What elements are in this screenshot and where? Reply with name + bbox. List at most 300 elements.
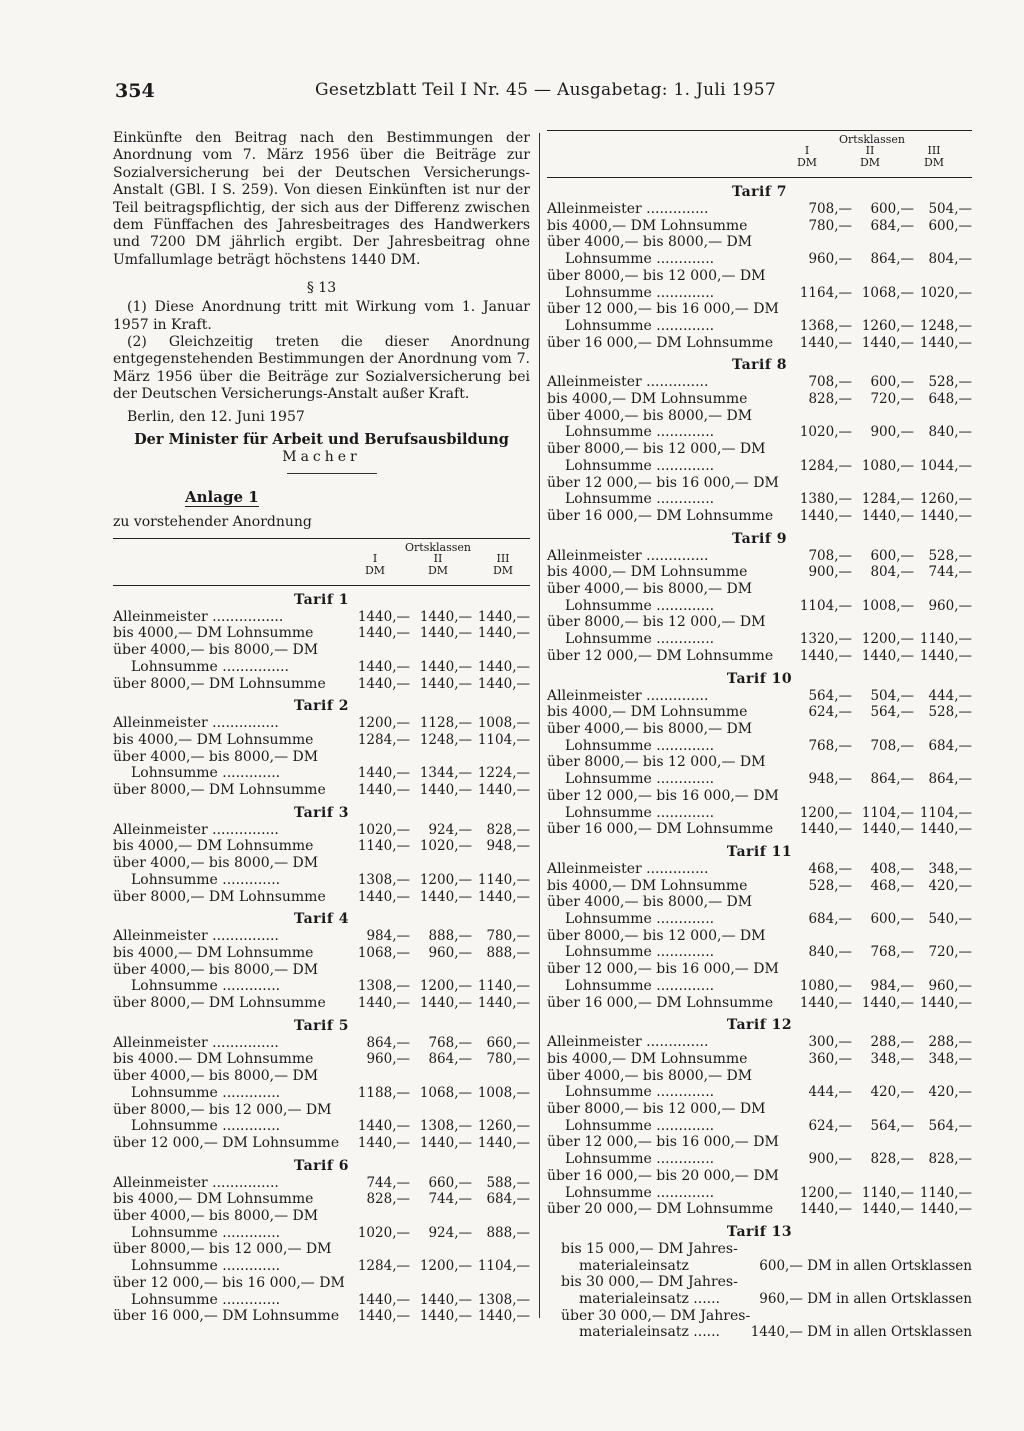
cell-value-class-2: 1440,— — [419, 888, 472, 905]
row-label: über 30 000,— DM Jahres- — [561, 1307, 751, 1324]
row-label: Lohnsumme ............. — [565, 1184, 715, 1201]
cell-value-class-3: 684,— — [486, 1191, 530, 1208]
cell-value-class-3: 660,— — [486, 1034, 530, 1051]
row-label: Alleinmeister ................ — [113, 608, 284, 625]
cell-value-class-3: 960,— — [928, 597, 972, 614]
cell-value-class-2: 564,— — [870, 704, 914, 721]
row-label: Lohnsumme ............. — [565, 491, 715, 508]
row-label: Lohnsumme ............. — [131, 1258, 281, 1275]
cell-value-class-2: 504,— — [870, 687, 914, 704]
cell-value-class-3: 828,— — [486, 821, 530, 838]
cell-value-class-2: 1140,— — [861, 1184, 914, 1201]
cell-value-class-1: 1440,— — [799, 1201, 852, 1218]
table-row — [547, 391, 972, 408]
cell-value-class-3: 1140,— — [919, 631, 972, 648]
row-label: Alleinmeister .............. — [547, 687, 709, 704]
row-label: Alleinmeister .............. — [547, 201, 709, 217]
row-label: über 16 000,— bis 20 000,— DM — [547, 1167, 779, 1184]
row-label: Lohnsumme ............. — [565, 1084, 715, 1101]
table-row — [547, 335, 972, 352]
row-label: über 8000,— bis 12 000,— DM — [547, 441, 766, 458]
cell-value-class-1: 1440,— — [799, 821, 852, 838]
table-row — [547, 1168, 972, 1185]
row-label: über 4000,— bis 8000,— DM — [113, 855, 319, 872]
cell-value-class-3: 1224,— — [477, 765, 530, 782]
table-row — [547, 508, 972, 525]
cell-value-class-3: 960,— — [928, 977, 972, 994]
tarif-title: Tarif 2 — [294, 698, 349, 715]
table-row — [113, 855, 530, 872]
header-title: Gesetzblatt Teil I Nr. 45 — Ausgabetag: 1. Juli 1957 — [315, 80, 777, 100]
table-row — [113, 1191, 530, 1208]
cell-value-class-1: 768,— — [808, 737, 852, 754]
class-label: II — [433, 551, 443, 565]
tarif-title: Tarif 6 — [294, 1157, 349, 1174]
cell-value-class-1: 528,— — [808, 877, 852, 894]
cell-value-class-2: 288,— — [870, 1034, 914, 1051]
row-label: über 4000,— bis 8000,— DM — [547, 894, 753, 911]
cell-value-class-2: 420,— — [870, 1084, 914, 1101]
cell-value-class-1: 1188,— — [357, 1084, 410, 1101]
cell-value-class-3: 1140,— — [477, 871, 530, 888]
row-label: Lohnsumme ............. — [565, 317, 715, 334]
cell-value-class-2: 1068,— — [861, 284, 914, 301]
cell-value-class-3: 1440,— — [919, 821, 972, 838]
cell-value-class-1: 1440,— — [799, 507, 852, 524]
table-row — [547, 1324, 972, 1341]
table-row — [113, 1135, 530, 1152]
cell-value-class-3: 1104,— — [477, 731, 530, 748]
row-label: über 4000,— bis 8000,— DM — [547, 407, 753, 424]
cell-value-class-3: 804,— — [928, 251, 972, 268]
cell-value-class-3: 648,— — [928, 391, 972, 408]
row-label: über 4000,— bis 8000,— DM — [547, 1067, 753, 1084]
cell-value-class-2: 828,— — [870, 1151, 914, 1168]
cell-value-class-3: 528,— — [928, 704, 972, 721]
cell-value-class-1: 1440,— — [357, 765, 410, 782]
tarif-13-value: 960,— DM in allen Ortsklassen — [759, 1291, 972, 1308]
cell-value-class-1: 1308,— — [357, 871, 410, 888]
table-row — [113, 1292, 530, 1309]
table-row — [547, 1084, 972, 1101]
table-row — [113, 1241, 530, 1258]
table-row — [113, 1175, 530, 1192]
cell-value-class-2: 1068,— — [419, 1084, 472, 1101]
table-row — [547, 598, 972, 615]
cell-value-class-1: 960,— — [808, 251, 852, 268]
table-row — [547, 424, 972, 441]
class-2-header — [413, 553, 463, 577]
row-label: Lohnsumme ............. — [565, 424, 715, 441]
table-row — [547, 1291, 972, 1308]
cell-value-class-2: 600,— — [870, 374, 914, 391]
cell-value-class-2: 924,— — [428, 821, 472, 838]
table-row — [547, 928, 972, 945]
class-label: II — [865, 144, 875, 157]
cell-value-class-3: 600,— — [928, 217, 972, 234]
row-label: über 12 000,— bis 16 000,— DM — [547, 474, 779, 491]
row-label: bis 4000,— DM Lohnsumme — [547, 217, 748, 234]
anlage-label: Anlage 1 — [185, 487, 259, 506]
cell-value-class-2: 1440,— — [419, 658, 472, 675]
cell-value-class-2: 804,— — [870, 564, 914, 581]
cell-value-class-2: 1248,— — [419, 731, 472, 748]
row-label: über 8000,— bis 12 000,— DM — [547, 1101, 766, 1118]
cell-value-class-3: 528,— — [928, 374, 972, 391]
row-label: Lohnsumme ............... — [131, 658, 289, 675]
cell-value-class-3: 840,— — [928, 424, 972, 441]
table-header-left — [113, 538, 530, 586]
intro-paragraph: Einkünfte den Beitrag nach den Bestimmungen der Anordnung vom 7. März 1956 über die Beiträge zur Sozialversicherung bei der Deutschen Versicherungs-Anstalt (GBl. I S. 259). Von diesen Einkünften ist nur der Teil beitragspflichtig, der sich aus der Differenz zwischen dem Fünffachen des Jahresbeitrages des Handwerkers und 7200 DM jährlich ergibt. Der Jahresbeitrag ohne Umfallumlage beträgt höchstens 1440 DM. — [113, 130, 530, 268]
row-label: über 4000,— bis 8000,— DM — [113, 642, 319, 659]
tarif-13-title: Tarif 13 — [726, 1223, 793, 1240]
table-row — [113, 995, 530, 1012]
cell-value-class-3: 948,— — [486, 838, 530, 855]
cell-value-class-1: 1200,— — [799, 1184, 852, 1201]
cell-value-class-2: 864,— — [428, 1051, 472, 1068]
row-label: Alleinmeister ............... — [113, 715, 279, 732]
table-row — [547, 878, 972, 895]
cell-value-class-1: 1020,— — [357, 821, 410, 838]
cell-value-class-2: 1260,— — [861, 317, 914, 334]
cell-value-class-2: 1308,— — [419, 1118, 472, 1135]
cell-value-class-2: 684,— — [870, 217, 914, 234]
cell-value-class-3: 828,— — [928, 1151, 972, 1168]
cell-value-class-3: 780,— — [486, 1051, 530, 1068]
cell-value-class-1: 1020,— — [357, 1224, 410, 1241]
row-label: Alleinmeister .............. — [547, 547, 709, 564]
table-row — [547, 458, 972, 475]
cell-value-class-1: 864,— — [366, 1034, 410, 1051]
table-row — [547, 1151, 972, 1168]
cell-value-class-1: 1308,— — [357, 978, 410, 995]
cell-value-class-2: 1200,— — [419, 978, 472, 995]
row-label: bis 4000,— DM Lohnsumme — [113, 944, 314, 961]
table-row — [113, 625, 530, 642]
cell-value-class-2: 1440,— — [419, 995, 472, 1012]
cell-value-class-3: 540,— — [928, 911, 972, 928]
table-row — [547, 251, 972, 268]
row-label: über 12 000,— bis 16 000,— DM — [547, 1134, 779, 1151]
tarif-13-rows — [547, 1241, 972, 1341]
cell-value-class-3: 888,— — [486, 944, 530, 961]
cell-value-class-3: 1140,— — [477, 978, 530, 995]
class-label: III — [927, 144, 941, 157]
row-label: materialeinsatz — [579, 1257, 689, 1274]
cell-value-class-1: 444,— — [808, 1084, 852, 1101]
cell-value-class-1: 828,— — [808, 391, 852, 408]
row-label: Lohnsumme ............. — [131, 978, 281, 995]
row-label: über 8000,— bis 12 000,— DM — [547, 927, 766, 944]
tarif-title: Tarif 7 — [732, 184, 787, 200]
cell-value-class-1: 1440,— — [357, 625, 410, 642]
cell-value-class-3: 564,— — [928, 1117, 972, 1134]
cell-value-class-2: 1440,— — [861, 647, 914, 664]
row-label: Lohnsumme ............. — [565, 1151, 715, 1168]
row-label: bis 4000,— DM Lohnsumme — [547, 877, 748, 894]
cell-value-class-2: 600,— — [870, 201, 914, 217]
class-3-header — [478, 553, 528, 577]
table-row — [547, 318, 972, 335]
table-row — [113, 822, 530, 839]
cell-value-class-1: 1104,— — [799, 597, 852, 614]
left-column — [113, 130, 530, 1325]
cell-value-class-1: 1284,— — [799, 457, 852, 474]
class-label: I — [372, 551, 378, 565]
table-row — [547, 491, 972, 508]
cell-value-class-1: 1440,— — [799, 647, 852, 664]
table-row — [547, 441, 972, 458]
table-row — [113, 765, 530, 782]
cell-value-class-2: 1440,— — [419, 1308, 472, 1325]
table-row — [113, 1308, 530, 1325]
table-row — [547, 688, 972, 705]
row-label: materialeinsatz ...... — [579, 1291, 720, 1308]
cell-value-class-2: 1200,— — [419, 871, 472, 888]
table-row — [547, 738, 972, 755]
table-row — [547, 1308, 972, 1325]
table-row — [113, 1085, 530, 1102]
row-label: Lohnsumme ............. — [131, 1224, 281, 1241]
table-row — [547, 1034, 972, 1051]
cell-value-class-3: 1104,— — [477, 1258, 530, 1275]
cell-value-class-2: 1104,— — [861, 804, 914, 821]
cell-value-class-1: 900,— — [808, 1151, 852, 1168]
table-row — [547, 614, 972, 631]
cell-value-class-2: 900,— — [870, 424, 914, 441]
tarif-title: Tarif 3 — [294, 804, 349, 821]
city-date: Berlin, den 12. Juni 1957 — [127, 408, 305, 425]
row-label: über 12 000,— bis 16 000,— DM — [547, 301, 779, 318]
table-row — [113, 1258, 530, 1275]
cell-value-class-3: 1020,— — [919, 284, 972, 301]
cell-value-class-1: 1440,— — [799, 994, 852, 1011]
page-header — [115, 80, 975, 108]
cell-value-class-1: 1440,— — [357, 1308, 410, 1325]
cell-value-class-1: 708,— — [808, 547, 852, 564]
table-row — [547, 1201, 972, 1218]
table-row — [547, 1118, 972, 1135]
table-row — [113, 1118, 530, 1135]
row-label: Lohnsumme ............. — [565, 631, 715, 648]
cell-value-class-1: 1440,— — [799, 334, 852, 351]
table-row — [547, 285, 972, 302]
row-label: bis 4000,— DM Lohnsumme — [547, 391, 748, 408]
cell-value-class-3: 864,— — [928, 771, 972, 788]
cell-value-class-1: 708,— — [808, 201, 852, 217]
row-label: bis 4000,— DM Lohnsumme — [113, 625, 314, 642]
table-row — [547, 648, 972, 665]
row-label: über 12 000,— DM Lohnsumme — [547, 647, 774, 664]
tarif-list-right — [547, 184, 972, 1218]
anlage-subtitle: zu vorstehender Anordnung — [113, 513, 312, 530]
cell-value-class-1: 840,— — [808, 944, 852, 961]
row-label: Lohnsumme ............. — [565, 804, 715, 821]
unit-label: DM — [796, 156, 818, 169]
cell-value-class-1: 564,— — [808, 687, 852, 704]
table-row — [113, 889, 530, 906]
signer-name: Macher — [282, 448, 361, 465]
row-label: bis 4000.— DM Lohnsumme — [113, 1051, 314, 1068]
table-row — [113, 1035, 530, 1052]
cell-value-class-1: 624,— — [808, 1117, 852, 1134]
table-row — [547, 894, 972, 911]
table-row — [547, 754, 972, 771]
row-label: über 8000,— bis 12 000,— DM — [547, 614, 766, 631]
cell-value-class-1: 948,— — [808, 771, 852, 788]
table-row — [547, 201, 972, 218]
cell-value-class-1: 360,— — [808, 1050, 852, 1067]
cell-value-class-3: 444,— — [928, 687, 972, 704]
table-row — [547, 268, 972, 285]
cell-value-class-3: 348,— — [928, 860, 972, 877]
table-header-right — [547, 130, 972, 178]
cell-value-class-2: 1440,— — [861, 334, 914, 351]
cell-value-class-3: 1440,— — [477, 625, 530, 642]
cell-value-class-1: 1440,— — [357, 888, 410, 905]
cell-value-class-3: 1044,— — [919, 457, 972, 474]
table-row — [113, 1275, 530, 1292]
table-row — [547, 805, 972, 822]
row-label: über 4000,— bis 8000,— DM — [113, 961, 319, 978]
row-label: über 8000,— bis 12 000,— DM — [113, 1241, 332, 1258]
row-label: Lohnsumme ............. — [131, 1084, 281, 1101]
cell-value-class-3: 1440,— — [919, 334, 972, 351]
column-divider — [539, 133, 540, 1318]
table-row — [547, 788, 972, 805]
table-row — [113, 1225, 530, 1242]
cell-value-class-3: 288,— — [928, 1034, 972, 1051]
unit-label: DM — [364, 563, 386, 577]
cell-value-class-1: 1440,— — [357, 658, 410, 675]
table-row — [547, 1101, 972, 1118]
cell-value-class-3: 1260,— — [919, 491, 972, 508]
cell-value-class-2: 1440,— — [861, 1201, 914, 1218]
table-row — [547, 564, 972, 581]
row-label: über 16 000,— DM Lohnsumme — [547, 334, 774, 351]
cell-value-class-3: 744,— — [928, 564, 972, 581]
row-label: Lohnsumme ............. — [565, 977, 715, 994]
row-label: bis 4000,— DM Lohnsumme — [547, 704, 748, 721]
cell-value-class-2: 960,— — [428, 944, 472, 961]
tarif-title: Tarif 9 — [732, 530, 787, 547]
row-label: Alleinmeister .............. — [547, 1034, 709, 1051]
row-label: über 12 000,— bis 16 000,— DM — [113, 1274, 345, 1291]
cell-value-class-3: 1140,— — [919, 1184, 972, 1201]
class-3-header — [909, 145, 959, 169]
cell-value-class-1: 1440,— — [357, 1118, 410, 1135]
cell-value-class-1: 1380,— — [799, 491, 852, 508]
cell-value-class-3: 420,— — [928, 1084, 972, 1101]
tarif-title: Tarif 1 — [294, 591, 349, 608]
cell-value-class-2: 600,— — [870, 911, 914, 928]
cell-value-class-1: 1440,— — [357, 782, 410, 799]
cell-value-class-1: 1440,— — [357, 1134, 410, 1151]
table-row — [547, 475, 972, 492]
row-label: über 16 000,— DM Lohnsumme — [547, 821, 774, 838]
cell-value-class-3: 528,— — [928, 547, 972, 564]
cell-value-class-2: 1200,— — [419, 1258, 472, 1275]
cell-value-class-2: 1440,— — [419, 1291, 472, 1308]
ortsklassen-label: Ortsklassen — [405, 540, 471, 554]
cell-value-class-2: 564,— — [870, 1117, 914, 1134]
row-label: über 8000,— DM Lohnsumme — [113, 888, 326, 905]
row-label: Alleinmeister ............... — [113, 1034, 279, 1051]
cell-value-class-3: 348,— — [928, 1050, 972, 1067]
cell-value-class-3: 1440,— — [477, 888, 530, 905]
row-label: über 4000,— bis 8000,— DM — [547, 234, 753, 251]
row-label: Lohnsumme ............. — [565, 597, 715, 614]
table-row — [547, 704, 972, 721]
row-label: über 12 000,— DM Lohnsumme — [113, 1134, 340, 1151]
row-label: bis 4000,— DM Lohnsumme — [113, 731, 314, 748]
cell-value-class-3: 420,— — [928, 877, 972, 894]
cell-value-class-3: 780,— — [486, 928, 530, 945]
cell-value-class-3: 1440,— — [919, 647, 972, 664]
signature-rule — [287, 473, 377, 474]
cell-value-class-3: 1260,— — [477, 1118, 530, 1135]
table-row — [113, 838, 530, 855]
cell-value-class-2: 708,— — [870, 737, 914, 754]
row-label: bis 30 000,— DM Jahres- — [561, 1274, 738, 1291]
cell-value-class-3: 888,— — [486, 1224, 530, 1241]
unit-label: DM — [859, 156, 881, 169]
row-label: über 4000,— bis 8000,— DM — [547, 720, 753, 737]
row-label: Lohnsumme ............. — [131, 1291, 281, 1308]
section-heading: § 13 — [306, 280, 337, 297]
cell-value-class-1: 708,— — [808, 374, 852, 391]
cell-value-class-3: 1440,— — [477, 1134, 530, 1151]
unit-label: DM — [923, 156, 945, 169]
cell-value-class-1: 468,— — [808, 860, 852, 877]
table-row — [113, 1051, 530, 1068]
table-row — [547, 995, 972, 1012]
table-row — [547, 631, 972, 648]
cell-value-class-1: 1200,— — [799, 804, 852, 821]
row-label: Lohnsumme ............. — [565, 737, 715, 754]
cell-value-class-1: 684,— — [808, 911, 852, 928]
row-label: Lohnsumme ............. — [565, 1117, 715, 1134]
cell-value-class-1: 1140,— — [357, 838, 410, 855]
row-label: über 16 000,— DM Lohnsumme — [547, 507, 774, 524]
row-label: über 8000,— DM Lohnsumme — [113, 995, 326, 1012]
row-label: Alleinmeister ............... — [113, 1174, 279, 1191]
row-label: über 12 000,— bis 16 000,— DM — [547, 787, 779, 804]
cell-value-class-1: 1440,— — [357, 1291, 410, 1308]
cell-value-class-2: 1080,— — [861, 457, 914, 474]
cell-value-class-1: 1320,— — [799, 631, 852, 648]
cell-value-class-3: 1440,— — [477, 782, 530, 799]
table-row — [113, 659, 530, 676]
row-label: Lohnsumme ............. — [565, 944, 715, 961]
table-row — [113, 732, 530, 749]
class-label: III — [496, 551, 510, 565]
cell-value-class-2: 924,— — [428, 1224, 472, 1241]
cell-value-class-3: 1440,— — [477, 608, 530, 625]
cell-value-class-3: 1440,— — [477, 658, 530, 675]
row-label: Lohnsumme ............. — [565, 284, 715, 301]
cell-value-class-2: 864,— — [870, 771, 914, 788]
cell-value-class-1: 1020,— — [799, 424, 852, 441]
table-row — [547, 861, 972, 878]
cell-value-class-2: 1200,— — [861, 631, 914, 648]
table-row — [547, 821, 972, 838]
table-row — [547, 218, 972, 235]
tarif-list-left — [113, 592, 530, 1325]
row-label: Alleinmeister ............... — [113, 928, 279, 945]
tarif-13-value: 600,— DM in allen Ortsklassen — [759, 1257, 972, 1274]
cell-value-class-3: 1440,— — [477, 675, 530, 692]
